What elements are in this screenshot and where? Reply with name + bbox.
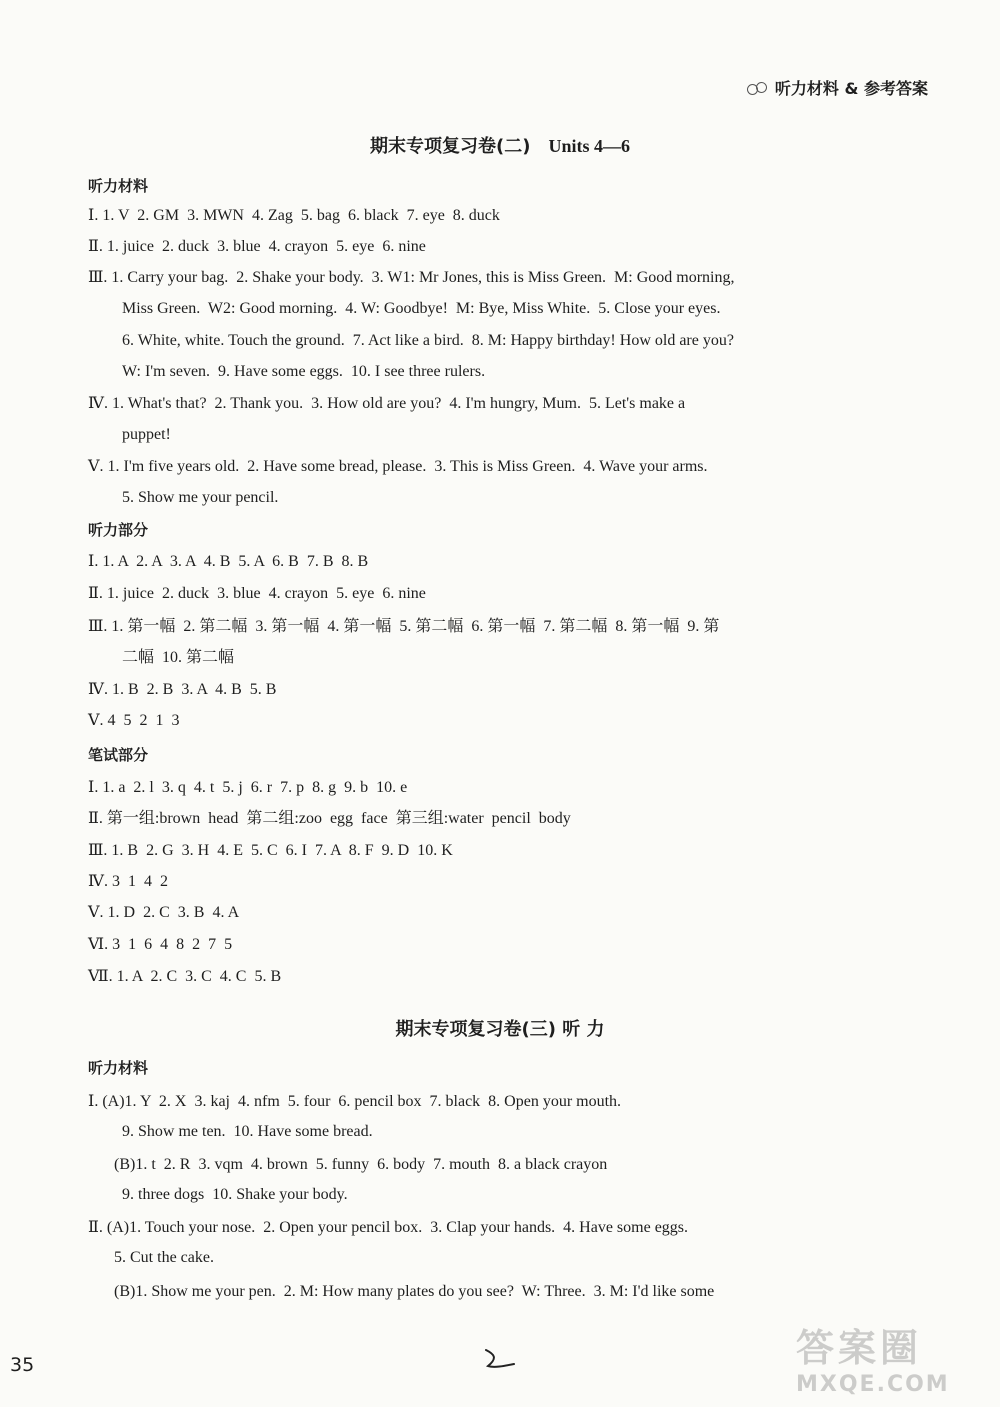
s3-lm-line: 9. three dogs 10. Shake your body. xyxy=(122,1186,348,1203)
s2-lm-line: puppet! xyxy=(122,426,171,443)
s2-lp-line: Ⅴ. 4 5 2 1 3 xyxy=(88,712,180,729)
s3-lm-line: (B)1. Show me your pen. 2. M: How many plates do you see? W: Three. 3. M: I'd like some xyxy=(114,1283,715,1300)
s2-lp-line: 二幅 10. 第二幅 xyxy=(122,649,235,666)
watermark-top: 答案圈 xyxy=(796,1326,923,1370)
s2-wp-line: Ⅴ. 1. D 2. C 3. B 4. A xyxy=(88,904,240,921)
handwritten-mark xyxy=(482,1346,516,1372)
s3-lm-line: Ⅱ. (A)1. Touch your nose. 2. Open your pencil box. 3. Clap your hands. 4. Have some eggs. xyxy=(88,1219,689,1236)
s2-lm-line: W: I'm seven. 9. Have some eggs. 10. I see three rulers. xyxy=(122,363,486,380)
s2-lm-line: Miss Green. W2: Good morning. 4. W: Goodbye! M: Bye, Miss White. 5. Close your eyes. xyxy=(122,300,721,317)
s2-wp-line: Ⅵ. 3 1 6 4 8 2 7 5 xyxy=(88,936,233,953)
s2-lm-line: Ⅰ. 1. V 2. GM 3. MWN 4. Zag 5. bag 6. black 7. eye 8. duck xyxy=(88,207,500,224)
section3-title-text: 期末专项复习卷(三) 听 力 xyxy=(395,1019,605,1040)
s3-lm-line: Ⅰ. (A)1. Y 2. X 3. kaj 4. nfm 5. four 6. pencil box 7. black 8. Open your mouth. xyxy=(88,1093,622,1110)
s2-wp-line: Ⅳ. 3 1 4 2 xyxy=(88,873,168,890)
s2-written-part-heading: 笔试部分 xyxy=(88,746,149,764)
s3-lm-line: 9. Show me ten. 10. Have some bread. xyxy=(122,1123,373,1140)
s2-listening-part-heading: 听力部分 xyxy=(88,521,149,539)
s2-listening-material-heading: 听力材料 xyxy=(88,177,149,195)
s2-lm-line: Ⅳ. 1. What's that? 2. Thank you. 3. How old are you? 4. I'm hungry, Mum. 5. Let's make a xyxy=(88,395,686,412)
header-text: 听力材料 & 参考答案 xyxy=(774,79,928,98)
s2-lm-line: 6. White, white. Touch the ground. 7. Act like a bird. 8. M: Happy birthday! How old are you? xyxy=(122,332,734,349)
page-header xyxy=(747,76,928,99)
header-circles-icon xyxy=(747,81,769,95)
s2-lm-line: Ⅲ. 1. Carry your bag. 2. Shake your body. 3. W1: Mr Jones, this is Miss Green. M: Good morning, xyxy=(88,269,735,286)
s3-lm-line: 5. Cut the cake. xyxy=(114,1249,214,1266)
s2-lp-line: Ⅲ. 1. 第一幅 2. 第二幅 3. 第一幅 4. 第一幅 5. 第二幅 6. 第一幅 7. 第二幅 8. 第一幅 9. 第 xyxy=(88,618,720,635)
section2-units: Units 4—6 xyxy=(548,136,630,156)
s2-lp-line: Ⅰ. 1. A 2. A 3. A 4. B 5. A 6. B 7. B 8. B xyxy=(88,553,369,570)
s3-listening-material-heading: 听力材料 xyxy=(88,1059,149,1077)
s2-wp-line: Ⅱ. 第一组:brown head 第二组:zoo egg face 第三组:water pencil body xyxy=(88,810,571,827)
page-number: 35 xyxy=(10,1354,35,1376)
s2-wp-line: Ⅲ. 1. B 2. G 3. H 4. E 5. C 6. I 7. A 8. F 9. D 10. K xyxy=(88,842,453,859)
watermark xyxy=(796,1317,986,1397)
s2-wp-line: Ⅶ. 1. A 2. C 3. C 4. C 5. B xyxy=(88,968,282,985)
s2-lm-line: 5. Show me your pencil. xyxy=(122,489,279,506)
s2-lp-line: Ⅳ. 1. B 2. B 3. A 4. B 5. B xyxy=(88,681,277,698)
s2-lm-line: Ⅱ. 1. juice 2. duck 3. blue 4. crayon 5. eye 6. nine xyxy=(88,238,426,255)
section2-title-text: 期末专项复习卷(二) xyxy=(370,136,531,157)
section3-title xyxy=(0,1015,1000,1041)
s2-lp-line: Ⅱ. 1. juice 2. duck 3. blue 4. crayon 5. eye 6. nine xyxy=(88,585,426,602)
s3-lm-line: (B)1. t 2. R 3. vqm 4. brown 5. funny 6. body 7. mouth 8. a black crayon xyxy=(114,1156,608,1173)
section2-title xyxy=(0,132,1000,158)
s2-wp-line: Ⅰ. 1. a 2. l 3. q 4. t 5. j 6. r 7. p 8. g 9. b 10. e xyxy=(88,779,408,796)
watermark-bottom: MXQE.COM xyxy=(796,1372,950,1397)
s2-lm-line: Ⅴ. 1. I'm five years old. 2. Have some bread, please. 3. This is Miss Green. 4. Wave your arms. xyxy=(88,458,708,475)
